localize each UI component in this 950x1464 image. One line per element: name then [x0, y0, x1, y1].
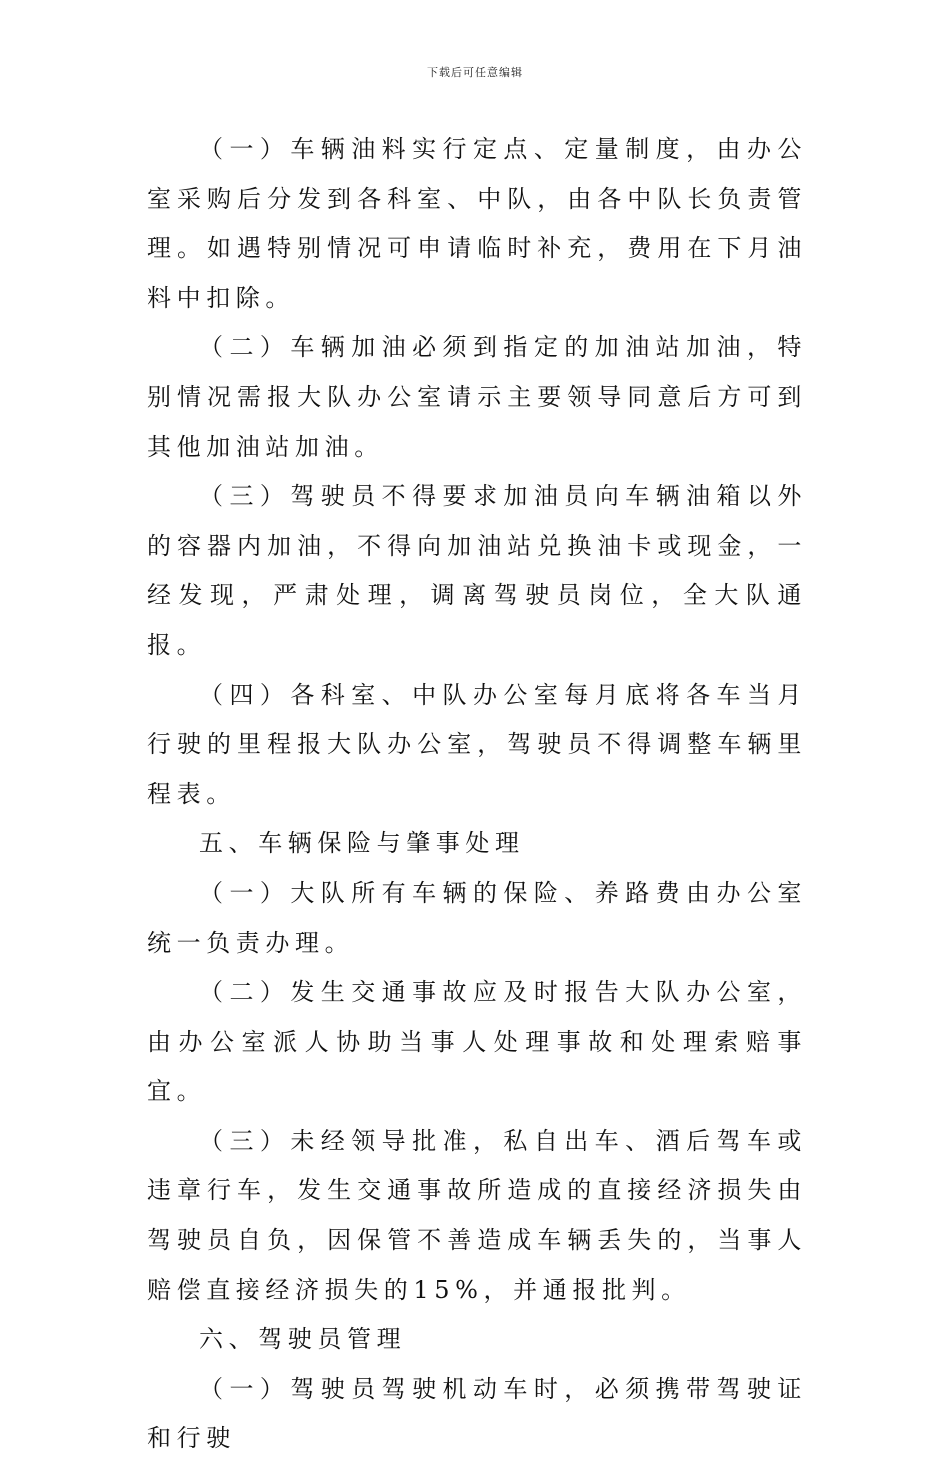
paragraph-fuel-2: （二）车辆加油必须到指定的加油站加油，特别情况需报大队办公室请示主要领导同意后方可到其他加油站加油。	[147, 333, 807, 461]
section-heading-insurance: 五、车辆保险与肇事处理	[199, 829, 525, 858]
section-heading-drivers: 六、驾驶员管理	[199, 1325, 407, 1354]
page-header: 下载后可任意编辑	[427, 66, 523, 79]
paragraph-insurance-2: （二）发生交通事故应及时报告大队办公室，由办公室派人协助当事人处理事故和处理索赔事宜。	[147, 978, 807, 1106]
document-body	[147, 125, 807, 1464]
paragraph-insurance-3: （三）未经领导批准，私自出车、酒后驾车或违章行车，发生交通事故所造成的直接经济损失由驾驶员自负，因保管不善造成车辆丢失的，当事人赔偿直接经济损失的15%，并通报批判。	[147, 1126, 807, 1304]
paragraph-fuel-4: （四）各科室、中队办公室每月底将各车当月行驶的里程报大队办公室，驾驶员不得调整车辆里程表。	[147, 680, 807, 808]
paragraph-insurance-1: （一）大队所有车辆的保险、养路费由办公室统一负责办理。	[147, 878, 807, 957]
paragraph-fuel-1: （一）车辆油料实行定点、定量制度，由办公室采购后分发到各科室、中队，由各中队长负责管理。如遇特别情况可申请临时补充，费用在下月油料中扣除。	[147, 135, 807, 312]
paragraph-drivers-1: （一）驾驶员驾驶机动车时，必须携带驾驶证和行驶	[147, 1374, 807, 1453]
paragraph-fuel-3: （三）驾驶员不得要求加油员向车辆油箱以外的容器内加油，不得向加油站兑换油卡或现金，一经发现，严肃处理，调离驾驶员岗位，全大队通报。	[147, 482, 807, 659]
